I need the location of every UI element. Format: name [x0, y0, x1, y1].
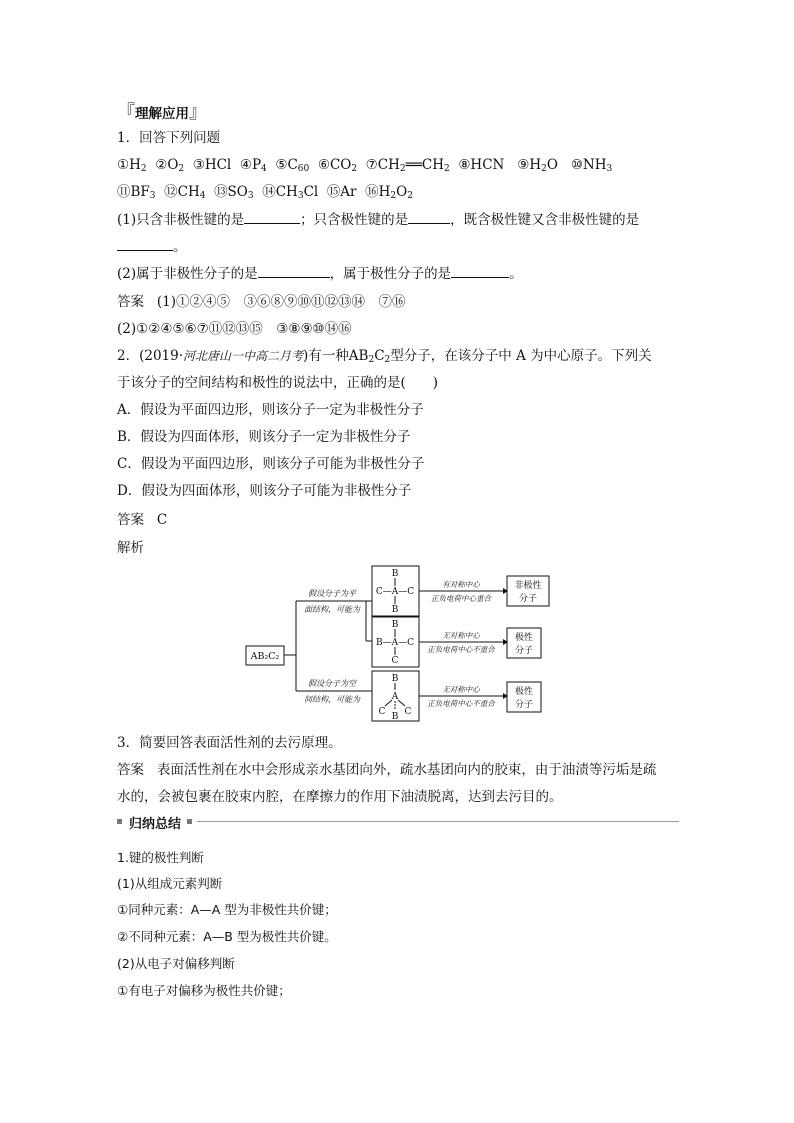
mol3-left: C [378, 707, 386, 717]
mol1-top: B [391, 569, 399, 579]
summary-heading-1: 1.键的极性判断 [117, 850, 204, 865]
q1-title: 1．回答下列问题 [117, 130, 221, 146]
arrow2-top-label: 无对称中心 [442, 631, 480, 640]
mol1-mid: C—A—C [375, 587, 415, 597]
result1-line1: 非极性 [514, 581, 542, 591]
q1-answer-1: 答案 (1)①②④⑤ ③⑥⑧⑨⑩⑪⑫⑬⑭ ⑦⑯ [117, 294, 406, 310]
mol3-top: B [391, 674, 399, 684]
summary-sub-2: (2)从电子对偏移判断 [117, 956, 235, 971]
branch-bottom-label-1: 假设分子为空 [308, 679, 356, 688]
arrow2-bottom-label: 正负电荷中心不重合 [427, 645, 495, 654]
q2-option-b: B．假设为四面体形，则该分子一定为非极性分子 [117, 429, 411, 445]
summary-line-2: ②不同种元素：A—B 型为极性共价键。 [117, 929, 337, 944]
divider-square-icon-2 [187, 819, 192, 824]
divider-line [197, 821, 679, 822]
summary-sub-1: (1)从组成元素判断 [117, 876, 223, 891]
q1-part1: (1)只含非极性键的是 ；只含极性键的是 ，既含极性键又含非极性键的是 [117, 209, 639, 230]
open-bracket-icon: 『 [117, 102, 135, 123]
arrow3-top-label: 无对称中心 [442, 685, 480, 694]
branch-top-label-1: 假设分子为平 [308, 589, 356, 598]
q2-analysis-label: 解析 [117, 540, 144, 556]
mol1-bottom: B [391, 605, 399, 615]
q1-items-row2: $⑪BF_3$ $⑫CH_4$ $⑬SO_3$ $⑭CH_3Cl$ ⑮Ar $⑯H_2O_2$ [117, 184, 413, 201]
mol3-right: C [404, 707, 412, 717]
q3-title: 3．简要回答表面活性剂的去污原理。 [117, 735, 342, 751]
branch-bottom-label-2: 间结构，可能为 [304, 695, 360, 704]
q1-items-row1: $①H_2$ $②O_2$ ③HCl $④P_4$ $⑤C_{60}$ $⑥CO_2$ $⑦CH_2══CH_2$ ⑧HCN $⑨H_2O$ $⑩NH_3$ [117, 157, 613, 174]
q1-answer-2: (2)①②④⑤⑥⑦⑪⑫⑬⑮ ③⑧⑨⑩⑭⑯ [117, 321, 352, 337]
mol3-center: A [391, 692, 399, 702]
arrow1-top-label: 有对称中心 [442, 580, 480, 589]
q2-option-c: C．假设为平面四边形，则该分子可能为非极性分子 [117, 456, 425, 472]
q2-stem: 2．(2019·河北唐山一中高二月考)有一种$AB_2C_2$型分子，在该分子中 A 为中心原子。下列关 [117, 348, 652, 365]
mol2-top: B [391, 620, 399, 630]
q1-part2: (2)属于非极性分子的是 ，属于极性分子的是 。 [117, 263, 523, 284]
root-label: AB₂C₂ [250, 651, 280, 662]
q3-answer-line1: 答案 表面活性剂在水中会形成亲水基团向外，疏水基团向内的胶束，由于油渍等污垢是疏 [117, 762, 657, 778]
branch-top-label-2: 面结构，可能为 [304, 605, 360, 614]
arrow1-bottom-label: 正负电荷中心重合 [431, 594, 491, 603]
divider-square-icon [117, 819, 122, 824]
mol2-mid: B—A—C [376, 638, 414, 648]
summary-line-3: ①有电子对偏移为极性共价键； [117, 983, 291, 998]
summary-line-1: ①同种元素：A—A 型为非极性共价键； [117, 902, 337, 917]
result3-line2: 分子 [514, 700, 534, 710]
mol3-bond-right [398, 700, 405, 706]
q2-answer: 答案 C [117, 512, 168, 528]
q1-part1-cont: 。 [117, 236, 187, 257]
mol3-bottom: B [391, 712, 399, 722]
section-title-text: 理解应用 [135, 106, 189, 122]
q3-answer-line2: 水的，会被包裹在胶束内腔，在摩擦力的作用下油渍脱离，达到去污目的。 [117, 789, 563, 805]
mol2-bottom: C [391, 656, 399, 666]
result1-line2: 分子 [518, 594, 538, 604]
result2-line2: 分子 [514, 646, 534, 656]
q2-option-d: D．假设为四面体形，则该分子可能为非极性分子 [117, 483, 412, 499]
summary-title: 归纳总结 [129, 817, 182, 832]
arrow3-bottom-label: 正负电荷中心不重合 [427, 699, 495, 708]
summary-divider [117, 815, 679, 831]
close-bracket-icon: 』 [189, 102, 207, 123]
q2-option-a: A．假设为平面四边形，则该分子一定为非极性分子 [117, 402, 424, 418]
q2-stem-line2: 于该分子的空间结构和极性的说法中，正确的是( ) [117, 375, 439, 391]
result3-line1: 极性 [514, 687, 534, 697]
result2-line1: 极性 [514, 633, 534, 643]
